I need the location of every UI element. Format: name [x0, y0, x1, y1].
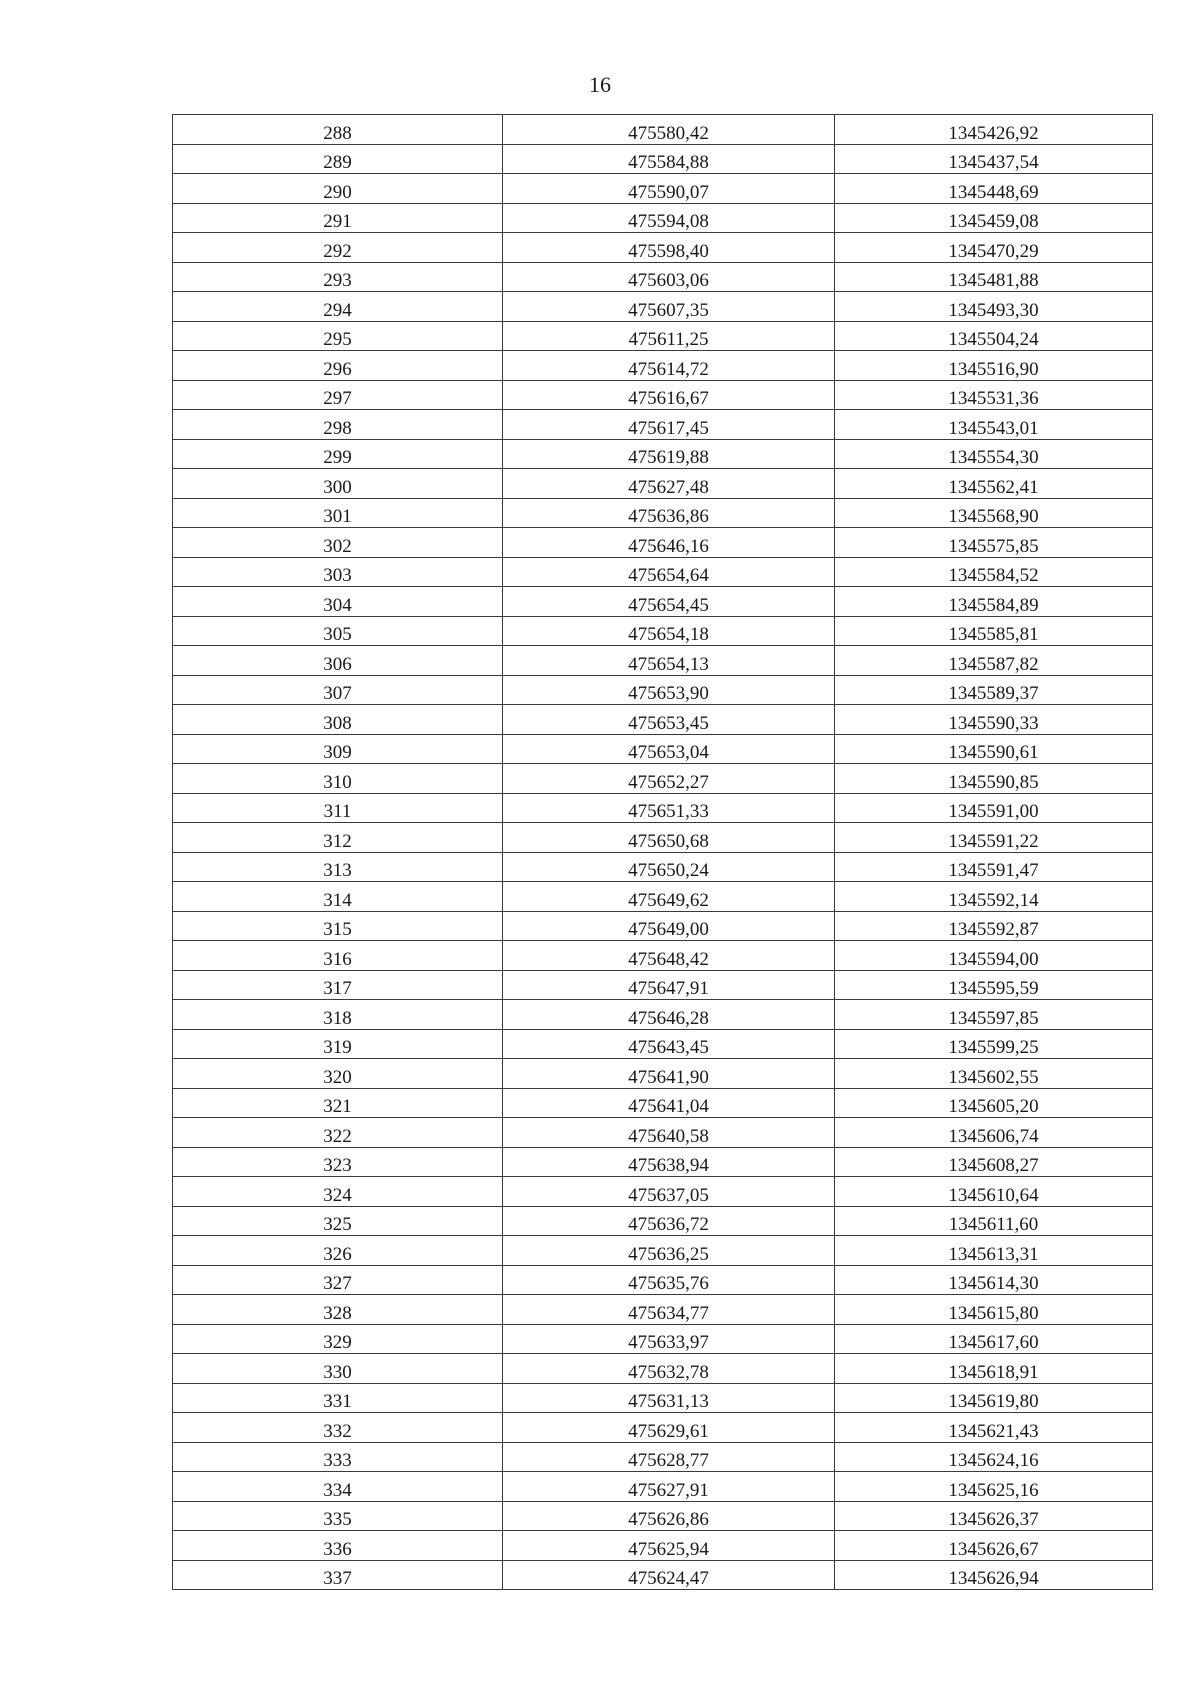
- point-number-cell: 329: [173, 1324, 503, 1354]
- coordinates-table-body: [173, 115, 1153, 1590]
- point-number-cell: 333: [173, 1442, 503, 1472]
- y-coordinate-cell: 1345626,94: [835, 1560, 1153, 1590]
- point-number-cell: 303: [173, 557, 503, 587]
- y-coordinate-cell: 1345459,08: [835, 203, 1153, 233]
- table-row: [173, 1059, 1153, 1089]
- y-coordinate-cell: 1345568,90: [835, 498, 1153, 528]
- table-row: [173, 1000, 1153, 1030]
- table-row: [173, 1029, 1153, 1059]
- point-number-cell: 335: [173, 1501, 503, 1531]
- y-coordinate-cell: 1345584,89: [835, 587, 1153, 617]
- point-number-cell: 298: [173, 410, 503, 440]
- point-number-cell: 309: [173, 734, 503, 764]
- table-row: [173, 882, 1153, 912]
- x-coordinate-cell: 475637,05: [503, 1177, 835, 1207]
- y-coordinate-cell: 1345594,00: [835, 941, 1153, 971]
- y-coordinate-cell: 1345575,85: [835, 528, 1153, 558]
- table-row: [173, 1442, 1153, 1472]
- point-number-cell: 319: [173, 1029, 503, 1059]
- x-coordinate-cell: 475653,45: [503, 705, 835, 735]
- point-number-cell: 326: [173, 1236, 503, 1266]
- x-coordinate-cell: 475643,45: [503, 1029, 835, 1059]
- table-row: [173, 498, 1153, 528]
- point-number-cell: 299: [173, 439, 503, 469]
- point-number-cell: 302: [173, 528, 503, 558]
- x-coordinate-cell: 475653,90: [503, 675, 835, 705]
- x-coordinate-cell: 475640,58: [503, 1118, 835, 1148]
- x-coordinate-cell: 475629,61: [503, 1413, 835, 1443]
- x-coordinate-cell: 475631,13: [503, 1383, 835, 1413]
- x-coordinate-cell: 475648,42: [503, 941, 835, 971]
- x-coordinate-cell: 475634,77: [503, 1295, 835, 1325]
- point-number-cell: 297: [173, 380, 503, 410]
- y-coordinate-cell: 1345426,92: [835, 115, 1153, 145]
- coordinates-table: [172, 114, 1153, 1590]
- x-coordinate-cell: 475580,42: [503, 115, 835, 145]
- table-row: [173, 793, 1153, 823]
- y-coordinate-cell: 1345613,31: [835, 1236, 1153, 1266]
- x-coordinate-cell: 475650,24: [503, 852, 835, 882]
- point-number-cell: 311: [173, 793, 503, 823]
- table-row: [173, 675, 1153, 705]
- x-coordinate-cell: 475649,62: [503, 882, 835, 912]
- x-coordinate-cell: 475627,91: [503, 1472, 835, 1502]
- y-coordinate-cell: 1345448,69: [835, 174, 1153, 204]
- x-coordinate-cell: 475636,72: [503, 1206, 835, 1236]
- y-coordinate-cell: 1345595,59: [835, 970, 1153, 1000]
- y-coordinate-cell: 1345562,41: [835, 469, 1153, 499]
- x-coordinate-cell: 475603,06: [503, 262, 835, 292]
- x-coordinate-cell: 475646,16: [503, 528, 835, 558]
- table-row: [173, 705, 1153, 735]
- point-number-cell: 313: [173, 852, 503, 882]
- table-row: [173, 1413, 1153, 1443]
- point-number-cell: 337: [173, 1560, 503, 1590]
- y-coordinate-cell: 1345606,74: [835, 1118, 1153, 1148]
- point-number-cell: 296: [173, 351, 503, 381]
- table-row: [173, 616, 1153, 646]
- x-coordinate-cell: 475654,13: [503, 646, 835, 676]
- x-coordinate-cell: 475653,04: [503, 734, 835, 764]
- table-row: [173, 115, 1153, 145]
- point-number-cell: 323: [173, 1147, 503, 1177]
- point-number-cell: 315: [173, 911, 503, 941]
- point-number-cell: 291: [173, 203, 503, 233]
- y-coordinate-cell: 1345614,30: [835, 1265, 1153, 1295]
- y-coordinate-cell: 1345611,60: [835, 1206, 1153, 1236]
- point-number-cell: 327: [173, 1265, 503, 1295]
- point-number-cell: 320: [173, 1059, 503, 1089]
- table-row: [173, 203, 1153, 233]
- point-number-cell: 307: [173, 675, 503, 705]
- x-coordinate-cell: 475633,97: [503, 1324, 835, 1354]
- y-coordinate-cell: 1345619,80: [835, 1383, 1153, 1413]
- y-coordinate-cell: 1345590,61: [835, 734, 1153, 764]
- y-coordinate-cell: 1345591,47: [835, 852, 1153, 882]
- x-coordinate-cell: 475635,76: [503, 1265, 835, 1295]
- y-coordinate-cell: 1345621,43: [835, 1413, 1153, 1443]
- table-row: [173, 410, 1153, 440]
- point-number-cell: 321: [173, 1088, 503, 1118]
- point-number-cell: 332: [173, 1413, 503, 1443]
- table-row: [173, 174, 1153, 204]
- table-row: [173, 852, 1153, 882]
- y-coordinate-cell: 1345543,01: [835, 410, 1153, 440]
- x-coordinate-cell: 475594,08: [503, 203, 835, 233]
- point-number-cell: 318: [173, 1000, 503, 1030]
- point-number-cell: 336: [173, 1531, 503, 1561]
- x-coordinate-cell: 475651,33: [503, 793, 835, 823]
- x-coordinate-cell: 475607,35: [503, 292, 835, 322]
- y-coordinate-cell: 1345625,16: [835, 1472, 1153, 1502]
- point-number-cell: 292: [173, 233, 503, 263]
- table-row: [173, 439, 1153, 469]
- y-coordinate-cell: 1345615,80: [835, 1295, 1153, 1325]
- point-number-cell: 324: [173, 1177, 503, 1207]
- table-row: [173, 587, 1153, 617]
- table-row: [173, 557, 1153, 587]
- x-coordinate-cell: 475646,28: [503, 1000, 835, 1030]
- table-row: [173, 1147, 1153, 1177]
- table-row: [173, 1177, 1153, 1207]
- point-number-cell: 325: [173, 1206, 503, 1236]
- x-coordinate-cell: 475614,72: [503, 351, 835, 381]
- y-coordinate-cell: 1345554,30: [835, 439, 1153, 469]
- x-coordinate-cell: 475625,94: [503, 1531, 835, 1561]
- y-coordinate-cell: 1345437,54: [835, 144, 1153, 174]
- point-number-cell: 290: [173, 174, 503, 204]
- table-row: [173, 970, 1153, 1000]
- table-row: [173, 1354, 1153, 1384]
- x-coordinate-cell: 475590,07: [503, 174, 835, 204]
- x-coordinate-cell: 475617,45: [503, 410, 835, 440]
- table-row: [173, 1383, 1153, 1413]
- table-row: [173, 1265, 1153, 1295]
- y-coordinate-cell: 1345626,67: [835, 1531, 1153, 1561]
- point-number-cell: 312: [173, 823, 503, 853]
- y-coordinate-cell: 1345585,81: [835, 616, 1153, 646]
- y-coordinate-cell: 1345591,22: [835, 823, 1153, 853]
- x-coordinate-cell: 475619,88: [503, 439, 835, 469]
- point-number-cell: 322: [173, 1118, 503, 1148]
- table-row: [173, 1118, 1153, 1148]
- table-row: [173, 734, 1153, 764]
- x-coordinate-cell: 475641,90: [503, 1059, 835, 1089]
- y-coordinate-cell: 1345481,88: [835, 262, 1153, 292]
- y-coordinate-cell: 1345592,14: [835, 882, 1153, 912]
- point-number-cell: 328: [173, 1295, 503, 1325]
- x-coordinate-cell: 475641,04: [503, 1088, 835, 1118]
- x-coordinate-cell: 475626,86: [503, 1501, 835, 1531]
- x-coordinate-cell: 475649,00: [503, 911, 835, 941]
- y-coordinate-cell: 1345591,00: [835, 793, 1153, 823]
- table-row: [173, 1295, 1153, 1325]
- table-row: [173, 262, 1153, 292]
- x-coordinate-cell: 475654,64: [503, 557, 835, 587]
- y-coordinate-cell: 1345584,52: [835, 557, 1153, 587]
- point-number-cell: 301: [173, 498, 503, 528]
- x-coordinate-cell: 475624,47: [503, 1560, 835, 1590]
- point-number-cell: 295: [173, 321, 503, 351]
- y-coordinate-cell: 1345587,82: [835, 646, 1153, 676]
- y-coordinate-cell: 1345597,85: [835, 1000, 1153, 1030]
- table-row: [173, 233, 1153, 263]
- y-coordinate-cell: 1345504,24: [835, 321, 1153, 351]
- x-coordinate-cell: 475654,45: [503, 587, 835, 617]
- table-row: [173, 911, 1153, 941]
- table-row: [173, 144, 1153, 174]
- table-row: [173, 321, 1153, 351]
- table-row: [173, 1501, 1153, 1531]
- y-coordinate-cell: 1345624,16: [835, 1442, 1153, 1472]
- x-coordinate-cell: 475632,78: [503, 1354, 835, 1384]
- table-row: [173, 764, 1153, 794]
- point-number-cell: 300: [173, 469, 503, 499]
- table-row: [173, 1560, 1153, 1590]
- x-coordinate-cell: 475627,48: [503, 469, 835, 499]
- y-coordinate-cell: 1345470,29: [835, 233, 1153, 263]
- y-coordinate-cell: 1345531,36: [835, 380, 1153, 410]
- table-row: [173, 823, 1153, 853]
- point-number-cell: 306: [173, 646, 503, 676]
- y-coordinate-cell: 1345589,37: [835, 675, 1153, 705]
- table-row: [173, 292, 1153, 322]
- x-coordinate-cell: 475652,27: [503, 764, 835, 794]
- y-coordinate-cell: 1345602,55: [835, 1059, 1153, 1089]
- table-row: [173, 528, 1153, 558]
- y-coordinate-cell: 1345605,20: [835, 1088, 1153, 1118]
- table-row: [173, 1206, 1153, 1236]
- point-number-cell: 294: [173, 292, 503, 322]
- table-row: [173, 380, 1153, 410]
- y-coordinate-cell: 1345617,60: [835, 1324, 1153, 1354]
- table-row: [173, 941, 1153, 971]
- point-number-cell: 289: [173, 144, 503, 174]
- table-row: [173, 646, 1153, 676]
- x-coordinate-cell: 475638,94: [503, 1147, 835, 1177]
- y-coordinate-cell: 1345610,64: [835, 1177, 1153, 1207]
- x-coordinate-cell: 475616,67: [503, 380, 835, 410]
- page-number: 16: [589, 72, 611, 97]
- y-coordinate-cell: 1345599,25: [835, 1029, 1153, 1059]
- point-number-cell: 314: [173, 882, 503, 912]
- point-number-cell: 330: [173, 1354, 503, 1384]
- table-row: [173, 351, 1153, 381]
- point-number-cell: 308: [173, 705, 503, 735]
- x-coordinate-cell: 475598,40: [503, 233, 835, 263]
- y-coordinate-cell: 1345493,30: [835, 292, 1153, 322]
- point-number-cell: 288: [173, 115, 503, 145]
- table-row: [173, 1088, 1153, 1118]
- x-coordinate-cell: 475636,25: [503, 1236, 835, 1266]
- point-number-cell: 331: [173, 1383, 503, 1413]
- point-number-cell: 310: [173, 764, 503, 794]
- x-coordinate-cell: 475636,86: [503, 498, 835, 528]
- point-number-cell: 334: [173, 1472, 503, 1502]
- x-coordinate-cell: 475650,68: [503, 823, 835, 853]
- y-coordinate-cell: 1345608,27: [835, 1147, 1153, 1177]
- y-coordinate-cell: 1345618,91: [835, 1354, 1153, 1384]
- y-coordinate-cell: 1345516,90: [835, 351, 1153, 381]
- x-coordinate-cell: 475647,91: [503, 970, 835, 1000]
- table-row: [173, 1324, 1153, 1354]
- table-row: [173, 1531, 1153, 1561]
- x-coordinate-cell: 475628,77: [503, 1442, 835, 1472]
- point-number-cell: 304: [173, 587, 503, 617]
- y-coordinate-cell: 1345590,33: [835, 705, 1153, 735]
- point-number-cell: 317: [173, 970, 503, 1000]
- x-coordinate-cell: 475654,18: [503, 616, 835, 646]
- point-number-cell: 305: [173, 616, 503, 646]
- point-number-cell: 293: [173, 262, 503, 292]
- table-row: [173, 469, 1153, 499]
- table-row: [173, 1236, 1153, 1266]
- y-coordinate-cell: 1345592,87: [835, 911, 1153, 941]
- y-coordinate-cell: 1345626,37: [835, 1501, 1153, 1531]
- x-coordinate-cell: 475611,25: [503, 321, 835, 351]
- table-row: [173, 1472, 1153, 1502]
- x-coordinate-cell: 475584,88: [503, 144, 835, 174]
- point-number-cell: 316: [173, 941, 503, 971]
- y-coordinate-cell: 1345590,85: [835, 764, 1153, 794]
